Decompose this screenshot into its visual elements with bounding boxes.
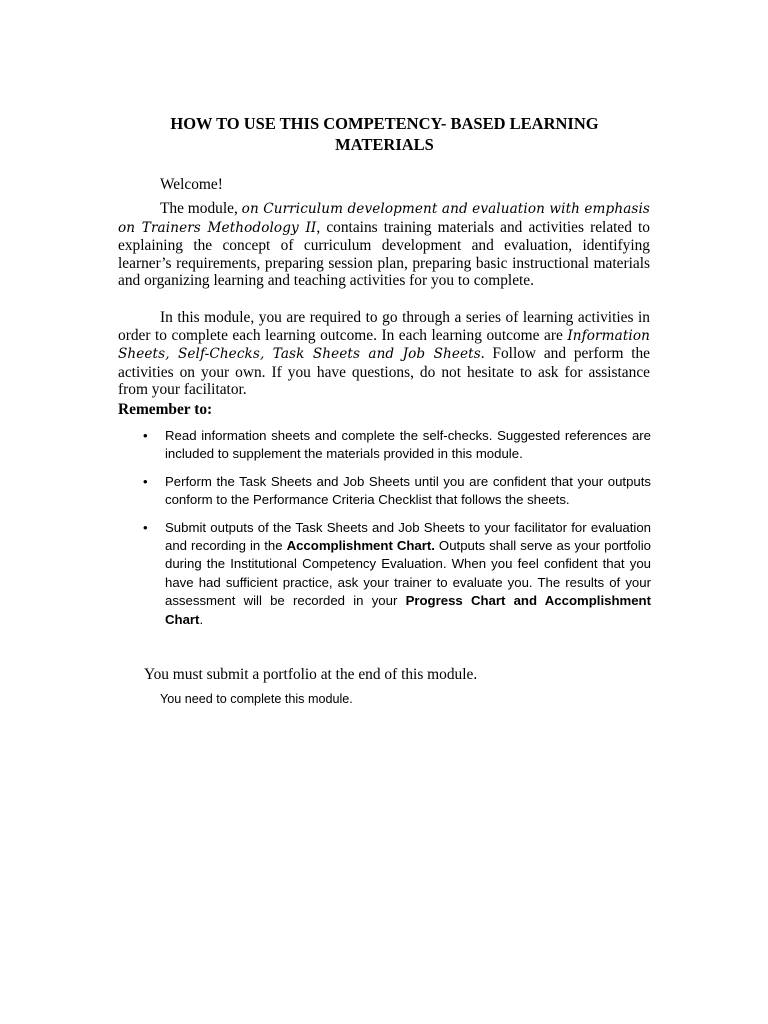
instructions-text-2: . Follow and perform the activities on your own. If you have questions, do not hesitate to ask for assistance from your facilitator. — [118, 345, 651, 399]
list-item-text — [165, 520, 651, 627]
instructions-text-1: In this module, you are required to go through a series of learning activities in order to complete each learning outcome. In each learning outcome are — [118, 309, 650, 344]
list-item — [140, 473, 651, 510]
list-item-text-1: Submit outputs of the Task Sheets and Job Sheets to your facilitator for evaluation and recording in the — [165, 519, 651, 554]
list-item — [140, 519, 651, 629]
accomplishment-chart-bold: Accomplishment Chart. — [286, 538, 435, 554]
page-title — [118, 113, 651, 155]
welcome-text: Welcome! — [160, 176, 223, 193]
instructions-paragraph — [118, 309, 650, 399]
completion-note: You need to complete this module. — [160, 692, 353, 706]
bullet-icon: • — [143, 428, 148, 443]
list-item — [140, 427, 651, 464]
reminder-list — [140, 427, 651, 638]
title-line-2: MATERIALS — [335, 135, 434, 154]
title-line-1: HOW TO USE THIS COMPETENCY- BASED LEARNING — [170, 114, 599, 133]
list-item-text: Read information sheets and complete the self-checks. Suggested references are included to supplement the materials provided in this module. — [165, 428, 651, 462]
list-item-text: Perform the Task Sheets and Job Sheets until you are confident that your outputs conform to the Performance Criteria Checklist that follows the sheets. — [165, 473, 651, 508]
list-item-text-2: Outputs shall serve as your portfolio during the Institutional Competency Evaluation. When you feel confident that you have had sufficient practice, ask your trainer to evaluate you. The results of your assessment will be recorded in your — [165, 538, 651, 609]
list-item-text-3: . — [199, 611, 204, 627]
sheet-types-italic: Information Sheets, Self-Checks, Task Sheets and Job Sheets — [118, 327, 650, 363]
intro-text-1: The module, — [160, 200, 242, 217]
intro-paragraph — [118, 200, 650, 290]
progress-chart-bold: Progress Chart and Accomplishment Chart — [165, 593, 652, 627]
module-name-italic: on Curriculum development and evaluation with emphasis on Trainers Methodology II — [118, 201, 651, 236]
intro-text-2: , contains training materials and activities related to explaining the concept of curriculum development and evaluation, identifying learner’s requirements, preparing session plan, preparing basic instructional materials and organizing learning and teaching activities for you to complete. — [118, 218, 651, 290]
portfolio-instruction: You must submit a portfolio at the end of this module. — [144, 666, 478, 683]
bullet-icon: • — [143, 473, 148, 489]
bullet-icon: • — [143, 519, 148, 535]
remember-heading: Remember to: — [118, 401, 213, 418]
